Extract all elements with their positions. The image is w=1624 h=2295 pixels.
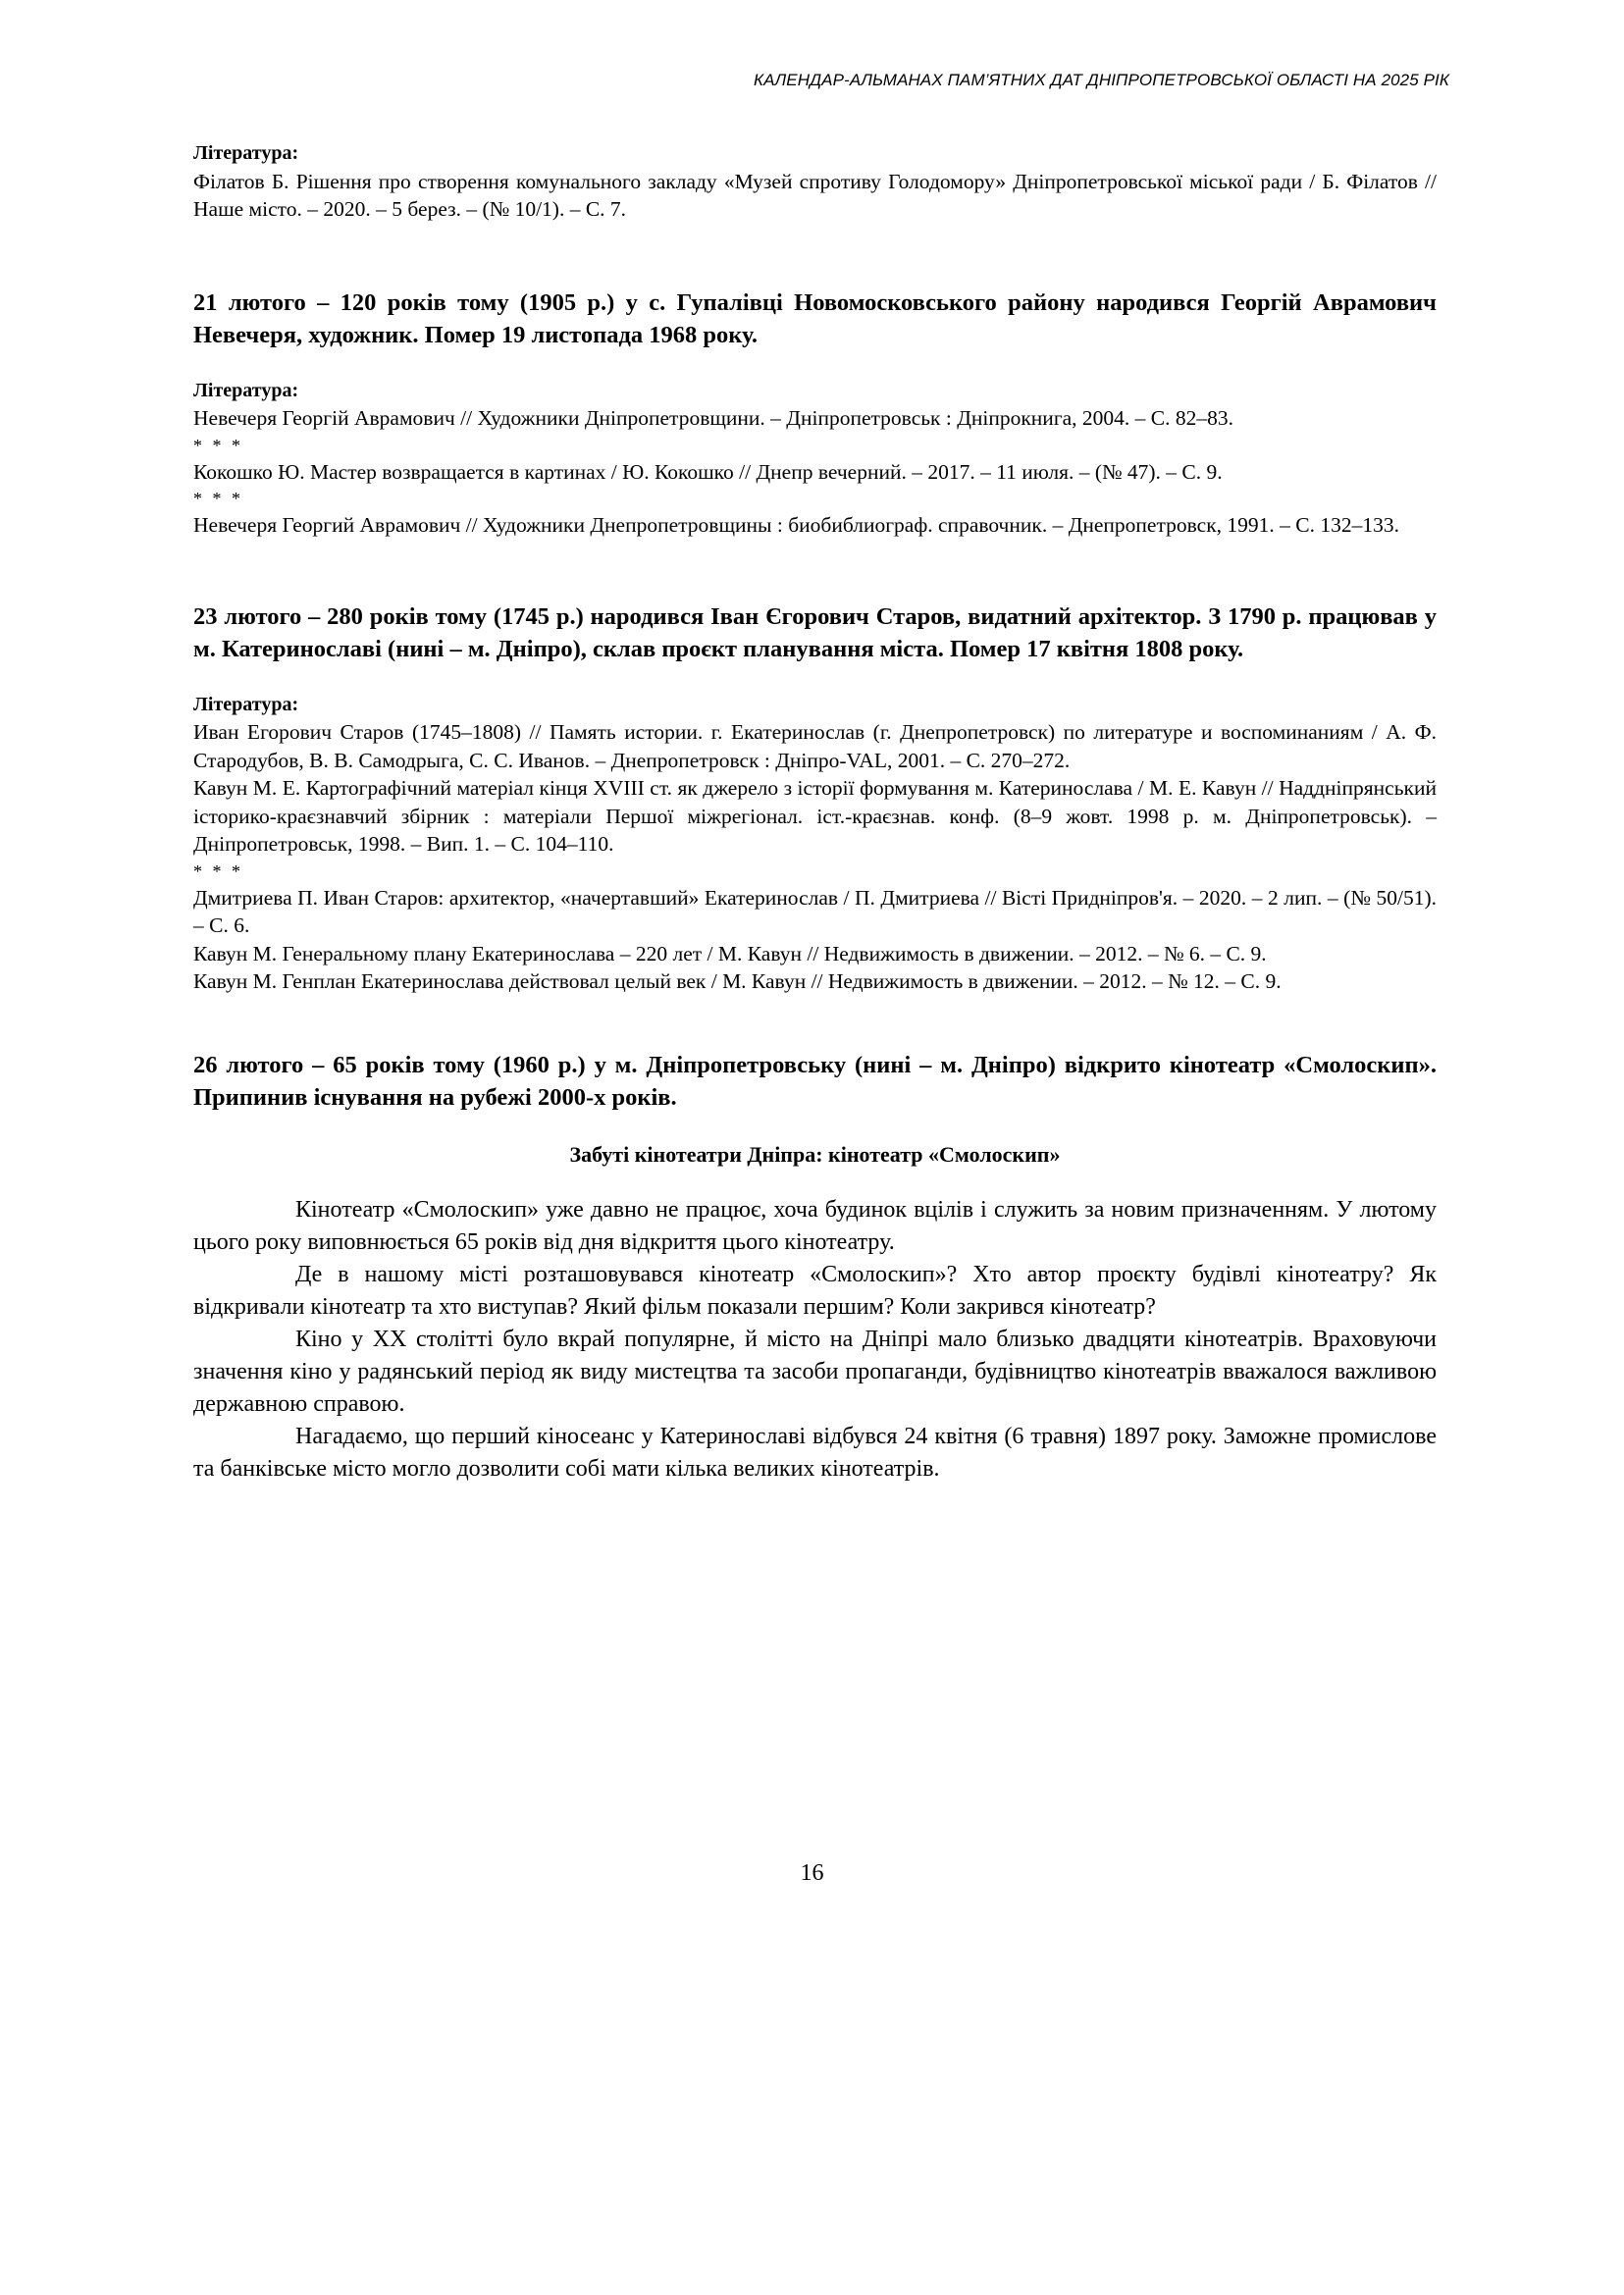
- literature-label: Література:: [193, 693, 299, 715]
- literature-label: Література:: [193, 379, 299, 401]
- reference-entry: Кокошко Ю. Мастер возвращается в картинах / Ю. Кокошко // Днепр вечерний. – 2017. – 11 июля. – (№ 47). – С. 9.: [193, 459, 1223, 484]
- literature-label: Література:: [193, 142, 299, 164]
- article-paragraph: Кіно у ХХ столітті було вкрай популярне, й місто на Дніпрі мало близько двадцяти кінотеатрів. Враховуючи значення кіно у радянський період як виду мистецтва та засоби пропаганди, будівництво кінотеатрів вважалося важливою державною справою.: [193, 1327, 1437, 1417]
- reference-entry: Иван Егорович Старов (1745–1808) // Память истории. г. Екатеринослав (г. Днепропетровск) по литературе и воспоминаниям / А. Ф. Стародубов, В. В. Самодрыга, С. С. Иванов. – Днепропетровск : Дніпро-VAL, 2001. – С. 270–272.: [193, 720, 1437, 772]
- literature-block: [193, 377, 1437, 540]
- reference-entry: Кавун М. Генплан Екатеринослава действовал целый век / М. Кавун // Недвижимость в движении. – 2012. – № 12. – С. 9.: [193, 969, 1282, 993]
- event-heading: 21 лютого – 120 років тому (1905 р.) у с. Гупалівці Новомосковського району народився Георгій Аврамович Невечеря, художник. Помер 19 листопада 1968 року.: [193, 288, 1437, 348]
- article-paragraph: Де в нашому місті розташовувався кінотеатр «Смолоскип»? Хто автор проєкту будівлі кінотеатру? Як відкривали кінотеатр та хто виступав? Який фільм показали першим? Коли закрився кінотеатр?: [193, 1262, 1437, 1320]
- running-header: КАЛЕНДАР-АЛЬМАНАХ ПАМ’ЯТНИХ ДАТ ДНІПРОПЕТРОВСЬКОЇ ОБЛАСТІ НА 2025 РІК: [753, 71, 1449, 89]
- reference-entry: Дмитриева П. Иван Старов: архитектор, «начертавший» Екатеринослав / П. Дмитриева // Вісті Придніпров'я. – 2020. – 2 лип. – (№ 50/51). – С. 6.: [193, 885, 1437, 937]
- reference-entry: Кавун М. Е. Картографічний матеріал кінця XVIII ст. як джерело з історії формування м. Катеринослава / М. Е. Кавун // Наддніпрянський історико-краєзнавчий збірник : матеріали Першої міжрегіонал. іст.-краєзнав. конф. (8–9 жовт. 1998 р. м. Дніпропетровськ). – Дніпропетровськ, 1998. – Вип. 1. – С. 104–110.: [193, 776, 1437, 856]
- separator: * * *: [193, 435, 243, 455]
- reference-entry: Невечеря Георгий Аврамович // Художники Днепропетровщины : биобиблиограф. справочник. – Днепропетровск, 1991. – С. 132–133.: [193, 513, 1399, 537]
- literature-block: [193, 139, 1437, 224]
- article-paragraph: Кінотеатр «Смолоскип» уже давно не працює, хоча будинок вцілів і служить за новим призначенням. У лютому цього року виповнюється 65 років від дня відкриття цього кінотеатру.: [193, 1197, 1437, 1255]
- event-heading: 26 лютого – 65 років тому (1960 р.) у м. Дніпропетровську (нині – м. Дніпро) відкрито кінотеатр «Смолоскип». Припинив існування на рубежі 2000-х років.: [193, 1051, 1437, 1111]
- article-paragraph: Нагадаємо, що перший кіносеанс у Катеринославі відбувся 24 квітня (6 травня) 1897 року. Заможне промислове та банківське місто могло дозволити собі мати кілька великих кінотеатрів.: [193, 1424, 1437, 1482]
- reference-entry: Невечеря Георгій Аврамович // Художники Дніпропетровщини. – Дніпропетровськ : Дніпрокнига, 2004. – С. 82–83.: [193, 406, 1234, 430]
- event-heading: 23 лютого – 280 років тому (1745 р.) народився Іван Єгорович Старов, видатний архітектор. З 1790 р. працював у м. Катеринославі (нині – м. Дніпро), склав проєкт планування міста. Помер 17 квітня 1808 року.: [193, 602, 1437, 662]
- literature-block: [193, 691, 1437, 996]
- separator: * * *: [193, 489, 243, 508]
- page-content: [193, 139, 1437, 1486]
- reference-entry: Кавун М. Генеральному плану Екатеринослава – 220 лет / М. Кавун // Недвижимость в движении. – 2012. – № 6. – С. 9.: [193, 941, 1267, 965]
- page-number: 16: [800, 1860, 824, 1886]
- separator: * * *: [193, 861, 243, 881]
- reference-entry: Філатов Б. Рішення про створення комунального закладу «Музей спротиву Голодомору» Дніпропетровської міської ради / Б. Філатов // Наше місто. – 2020. – 5 берез. – (№ 10/1). – С. 7.: [193, 169, 1437, 221]
- article-title: Забуті кінотеатри Дніпра: кінотеатр «Смолоскип»: [569, 1141, 1061, 1167]
